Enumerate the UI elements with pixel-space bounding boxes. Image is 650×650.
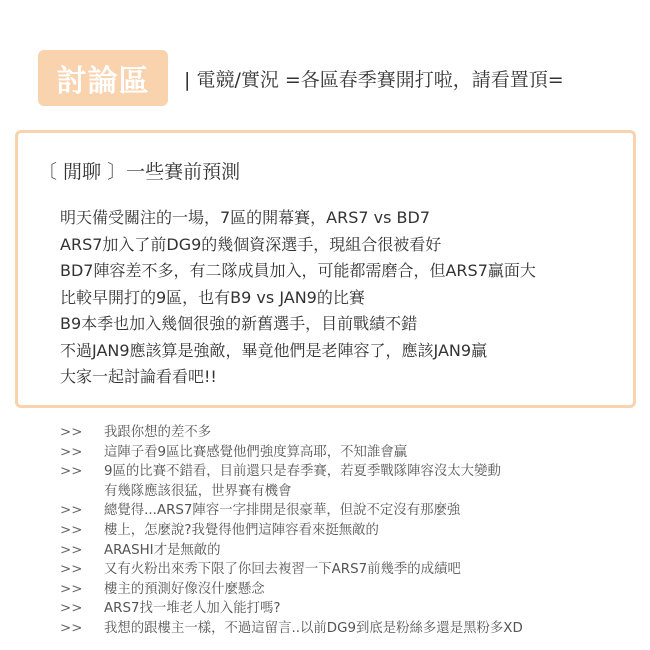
post-line: BD7陣容差不多，有二隊成員加入，可能都需磨合，但ARS7贏面大	[60, 261, 536, 280]
comment-text: 有幾隊應該很猛，世界賽有機會	[104, 483, 292, 499]
post-line: 比較早開打的9區，也有B9 vs JAN9的比賽	[60, 287, 365, 307]
post-line: B9本季也加入幾個很強的新舊選手，目前戰績不錯	[60, 314, 418, 333]
comment-text: 又有火粉出來秀下限了你回去複習一下ARS7前幾季的成績吧	[104, 562, 461, 578]
comment-row	[60, 599, 523, 619]
comment-row	[60, 560, 523, 580]
comment-row	[60, 501, 523, 521]
reply-marker: >>	[60, 444, 83, 460]
reply-marker	[60, 482, 104, 502]
comment-text: ARS7找一堆老人加入能打嗎?	[104, 601, 281, 617]
comment-row	[60, 580, 523, 600]
reply-marker: >>	[60, 562, 83, 578]
forum-badge[interactable]: 討論區	[38, 50, 168, 106]
reply-marker: >>	[60, 581, 83, 597]
reply-marker: >>	[60, 464, 83, 480]
post-line: 大家一起討論看看吧!!	[60, 367, 217, 386]
comment-text: 這陣子看9區比賽感覺他們強度算高耶，不知誰會贏	[104, 444, 408, 460]
comment-text: 9區的比賽不錯看，目前還只是春季賽，若夏季戰隊陣容沒太大變動	[104, 464, 501, 480]
reply-marker: >>	[60, 425, 83, 440]
comment-row	[60, 443, 523, 463]
comment-row	[60, 541, 523, 561]
reply-marker: >>	[60, 503, 83, 519]
post-line: 不過JAN9應該算是強敵，畢竟他們是老陣容了，應該JAN9贏	[60, 340, 488, 360]
comment-text: 樓上，怎麼說?我覺得他們這陣容看來挺無敵的	[104, 522, 379, 538]
comment-row	[60, 521, 523, 541]
comment-text: 我跟你想的差不多	[104, 425, 212, 440]
post-title[interactable]: 〔 閒聊 〕一些賽前預測	[38, 161, 241, 183]
reply-marker: >>	[60, 620, 83, 636]
post-line: ARS7加入了前DG9的幾個資深選手，現組合很被看好	[60, 234, 442, 254]
post-card	[15, 130, 636, 408]
comment-list	[60, 423, 523, 639]
comment-row	[60, 423, 523, 443]
post-line: 明天備受關注的一場，7區的開幕賽，ARS7 vs BD7	[60, 208, 431, 227]
comment-row	[60, 482, 523, 502]
board-title: | 電競/實況 =各區春季賽開打啦，請看置頂=	[184, 68, 564, 91]
reply-marker: >>	[60, 542, 83, 558]
comment-text: 總覺得...ARS7陣容一字排開是很豪華，但說不定沒有那麼強	[104, 503, 461, 519]
reply-marker: >>	[60, 522, 83, 538]
comment-row	[60, 619, 523, 639]
comment-row	[60, 462, 523, 482]
post-body	[60, 205, 536, 391]
comment-text: ARASHI才是無敵的	[104, 542, 221, 558]
comment-text: 我想的跟樓主一樣，不過這留言..以前DG9到底是粉絲多還是黑粉多XD	[104, 620, 523, 636]
forum-header	[38, 50, 564, 106]
comment-text: 樓主的預測好像沒什麼懸念	[104, 581, 265, 597]
reply-marker: >>	[60, 601, 83, 617]
